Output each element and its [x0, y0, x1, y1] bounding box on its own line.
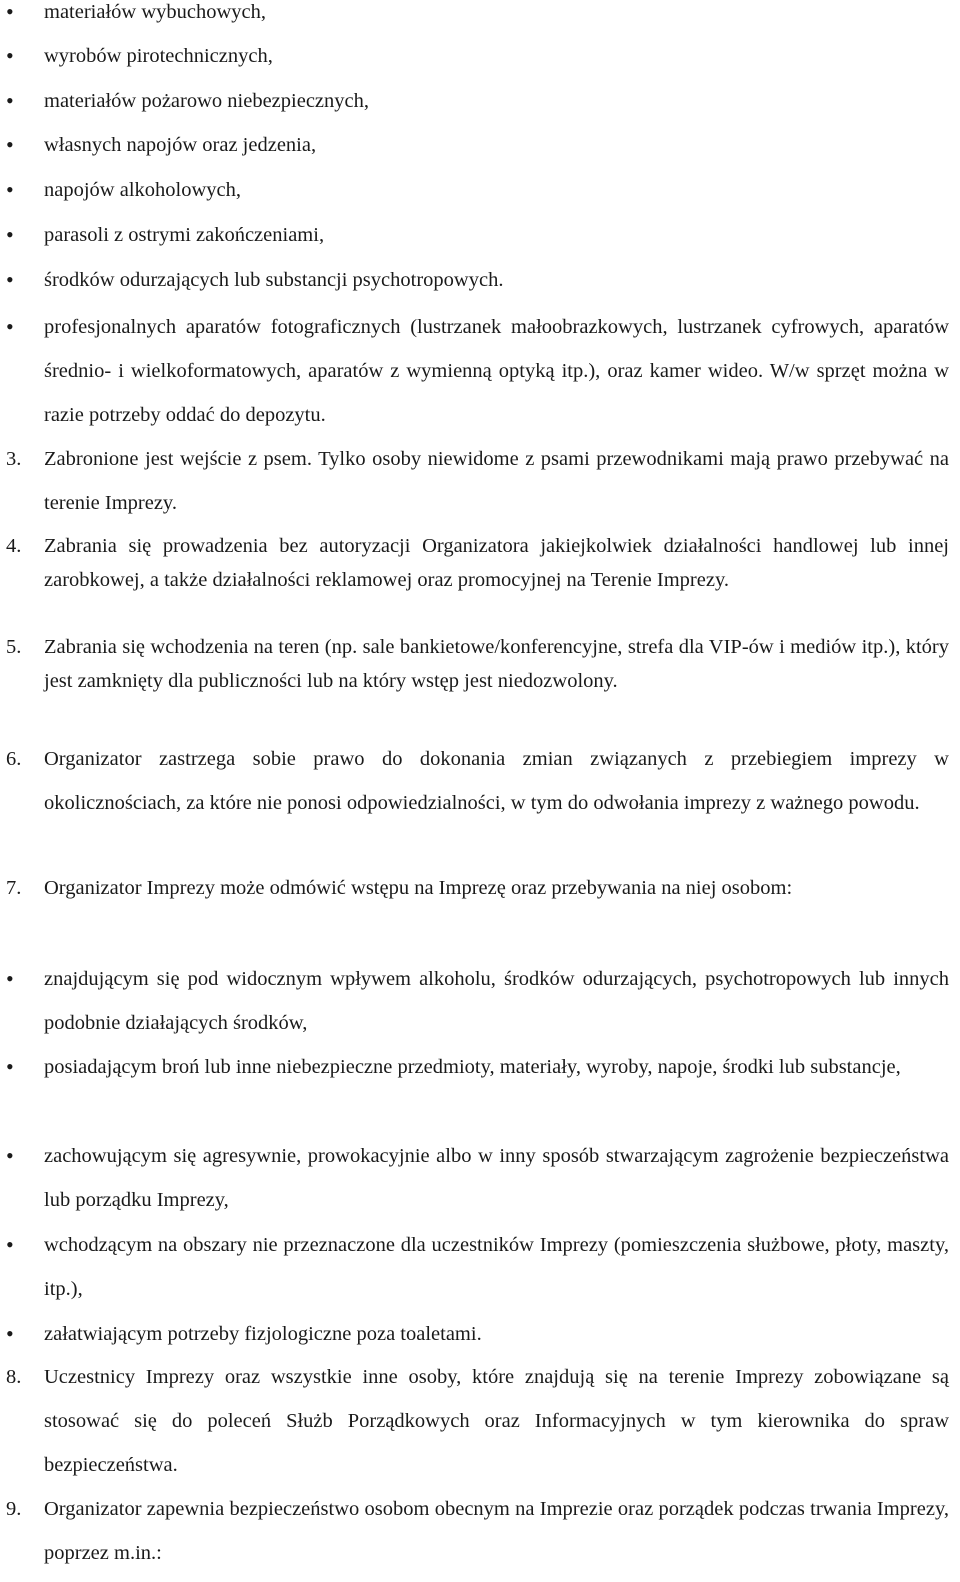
paragraph-number: 4.	[6, 535, 22, 557]
paragraph-text: Zabrania się prowadzenia bez autoryzacji Organizatora jakiejkolwiek działalności handlowej lub innej zarobkowej, a także działalności reklamowej oraz promocyjnej na Terenie Imprezy.	[44, 535, 949, 591]
list-item-text: posiadającym broń lub inne niebezpieczne przedmioty, materiały, wyroby, napoje, środki lub substancje,	[44, 1056, 901, 1078]
paragraph-number: 9.	[6, 1498, 22, 1520]
paragraph-text: Organizator zastrzega sobie prawo do dokonania zmian związanych z przebiegiem imprezy w okolicznościach, za które nie ponosi odpowiedzialności, w tym do odwołania imprezy z ważnego powodu.	[44, 748, 949, 814]
list-item-text: materiałów pożarowo niebezpiecznych,	[44, 90, 369, 112]
bullet-icon: •	[6, 1054, 14, 1079]
list-item-text: załatwiającym potrzeby fizjologiczne poza toaletami.	[44, 1323, 482, 1345]
list-item-text: środków odurzających lub substancji psychotropowych.	[44, 269, 504, 291]
list-item-text: materiałów wybuchowych,	[44, 1, 267, 23]
paragraph-text: Zabrania się wchodzenia na teren (np. sale bankietowe/konferencyjne, strefa dla VIP-ów i mediów itp.), który jest zamknięty dla publiczności lub na który wstęp jest niedozwolony.	[44, 636, 949, 692]
paragraph-number: 5.	[6, 636, 22, 658]
list-item-text: własnych napojów oraz jedzenia,	[44, 134, 317, 156]
list-item-text: napojów alkoholowych,	[44, 179, 241, 201]
list-item-text: wchodzącym na obszary nie przeznaczone dla uczestników Imprezy (pomieszczenia służbowe, płoty, maszty, itp.),	[44, 1234, 949, 1300]
paragraph-number: 3.	[6, 448, 22, 470]
bullet-icon: •	[6, 177, 14, 202]
paragraph-text: Uczestnicy Imprezy oraz wszystkie inne osoby, które znajdują się na terenie Imprezy zobowiązane są stosować się do poleceń Służb Porządkowych oraz Informacyjnych w tym kierownika do spraw bezpieczeństwa.	[44, 1366, 949, 1476]
list-item-text: parasoli z ostrymi zakończeniami,	[44, 224, 325, 246]
bullet-icon: •	[6, 222, 14, 247]
bullet-icon: •	[6, 1143, 14, 1168]
paragraph-number: 8.	[6, 1366, 22, 1388]
paragraph-number: 6.	[6, 748, 22, 770]
bullet-icon: •	[6, 1232, 14, 1257]
bullet-icon: •	[6, 267, 14, 292]
bullet-icon: •	[6, 43, 14, 68]
bullet-icon: •	[6, 966, 14, 991]
bullet-icon: •	[6, 132, 14, 157]
list-item-text: zachowującym się agresywnie, prowokacyjnie albo w inny sposób stwarzającym zagrożenie bezpieczeństwa lub porządku Imprezy,	[44, 1145, 949, 1211]
paragraph-text: Zabronione jest wejście z psem. Tylko osoby niewidome z psami przewodnikami mają prawo przebywać na terenie Imprezy.	[44, 448, 949, 514]
paragraph-text: Organizator Imprezy może odmówić wstępu na Imprezę oraz przebywania na niej osobom:	[44, 877, 793, 899]
bullet-icon: •	[6, 0, 14, 24]
bullet-icon: •	[6, 1321, 14, 1346]
bullet-icon: •	[6, 88, 14, 113]
list-item-text: znajdującym się pod widocznym wpływem alkoholu, środków odurzających, psychotropowych lub innych podobnie działających środków,	[44, 968, 949, 1034]
paragraph-number: 7.	[6, 877, 22, 899]
bullet-icon: •	[6, 314, 14, 339]
list-item-text: wyrobów pirotechnicznych,	[44, 45, 273, 67]
paragraph-text: Organizator zapewnia bezpieczeństwo osobom obecnym na Imprezie oraz porządek podczas trwania Imprezy, poprzez m.in.:	[44, 1498, 949, 1564]
list-item-text: profesjonalnych aparatów fotograficznych (lustrzanek małoobrazkowych, lustrzanek cyfrowych, aparatów średnio- i wielkoformatowych, aparatów z wymienną optyką itp.), oraz kamer wideo. W/w sprzęt można w razie potrzeby oddać do depozytu.	[44, 316, 949, 426]
